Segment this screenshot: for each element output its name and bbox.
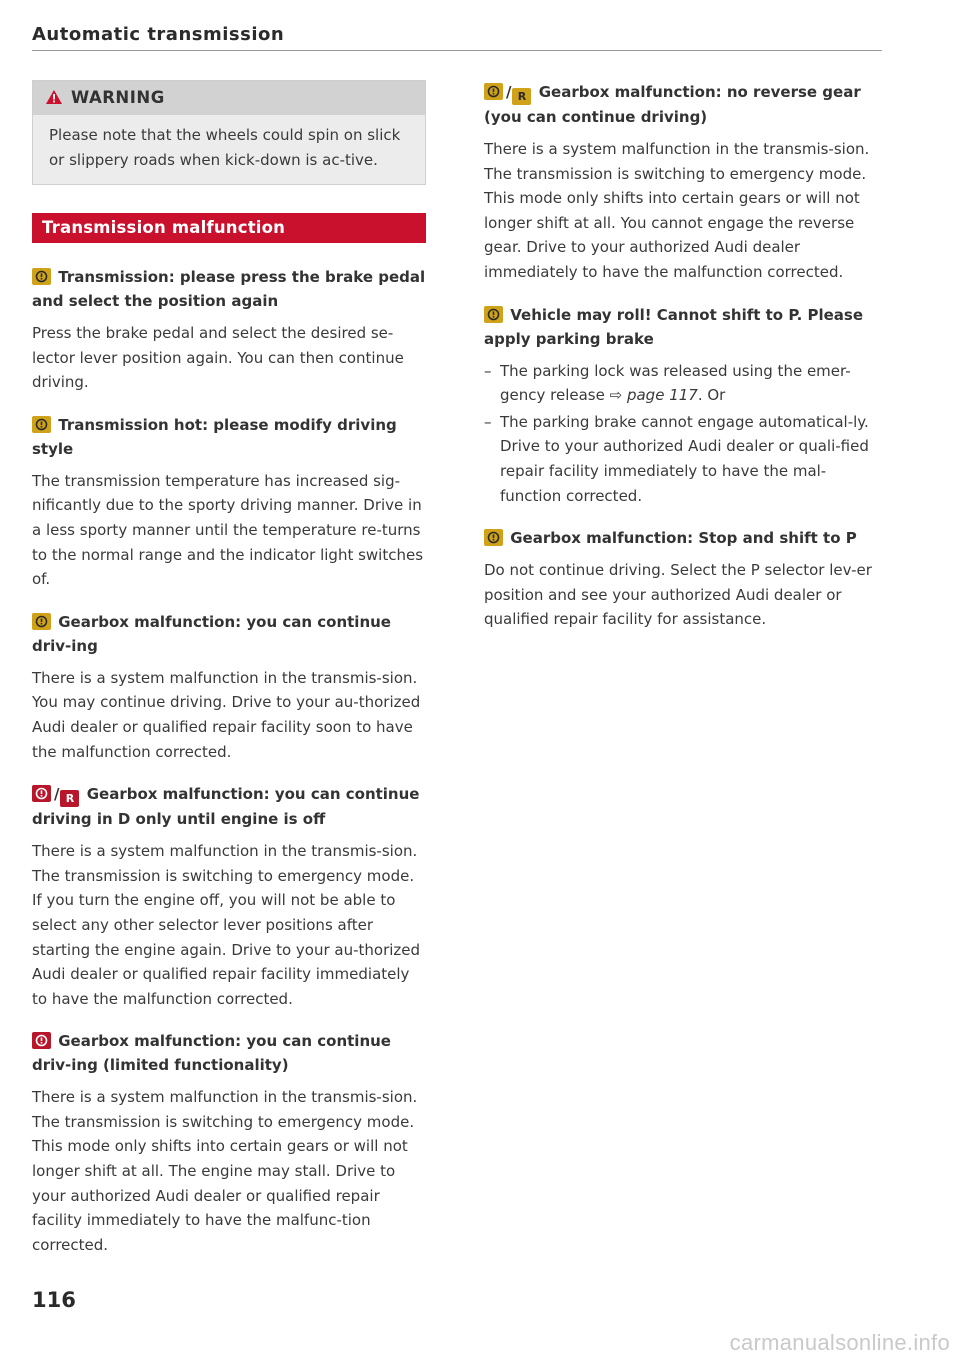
page-header-title: Automatic transmission [32,24,285,45]
transmission-warning-icon [484,529,503,546]
page-number: 116 [32,1288,76,1312]
warning-header [33,81,425,115]
entry-body: There is a system malfunction in the transmis-sion. The transmission is switching to emergency mode. This mode only shifts into certain gears or will not longer shift at all. You cannot engage the reverse gear. Drive to your authorized Audi dealer immediately to have the malfunction corrected. [484,140,870,281]
list-item-text: The parking brake cannot engage automatical-ly. Drive to your authorized Audi dealer or quali-fied repair facility immediately to have the mal-function corrected. [500,412,869,505]
entry-title-text: Transmission: please press the brake pedal and select the position again [32,268,426,310]
bullet-list [484,359,878,509]
entry-title-text: Gearbox malfunction: no reverse gear (you can continue driving) [484,83,861,126]
warning-label: WARNING [71,88,165,107]
entry-title [32,610,426,658]
entry-gearbox-d-only [32,782,426,1011]
reverse-indicator-icon: R [60,790,79,807]
entry-title [32,265,426,313]
entry-vehicle-may-roll [484,303,878,509]
page-reference-link[interactable]: ⇨ page 117 [609,386,698,405]
transmission-warning-icon [484,306,503,323]
left-column [32,80,426,1275]
entry-transmission-hot [32,413,426,592]
entry-title-text: Gearbox malfunction: you can continue driv-ing [32,612,391,655]
entry-body: The transmission temperature has increased sig-nificantly due to the sporty driving manner. Drive in a less sporty manner until the temperature re-turns to the normal range and the indicator light switches of. [32,471,424,589]
section-title: Transmission malfunction [32,213,426,243]
warning-box [32,80,426,185]
entry-body: Press the brake pedal and select the desired se-lector lever position again. You can then continue driving. [32,324,404,392]
entry-body: There is a system malfunction in the transmis-sion. The transmission is switching to emergency mode. This mode only shifts into certain gears or will not longer shift at all. The engine may stall. Drive to your authorized Audi dealer or qualified repair facility immediately to have the malfunc-tion corrected. [32,1088,418,1254]
warning-triangle-icon [45,89,63,109]
entry-title-text: Gearbox malfunction: Stop and shift to P [510,529,857,548]
entry-title [484,80,878,129]
transmission-warning-icon [484,83,503,100]
warning-body [33,115,425,184]
entry-title [32,1029,426,1077]
entry-body: Do not continue driving. Select the P selector lev-er position and see your authorized Audi dealer or qualified repair facility for assistance. [484,561,872,629]
transmission-malfunction-red-icon [32,1032,51,1049]
entry-gearbox-limited [32,1029,426,1257]
entry-title [32,782,426,831]
header-divider [32,50,882,51]
transmission-malfunction-red-icon [32,785,51,802]
entry-stop-shift-p [484,526,878,632]
right-column [484,80,878,650]
entry-body: There is a system malfunction in the transmis-sion. The transmission is switching to emergency mode. If you turn the engine off, you will not be able to select any other selector lever positions after starting the engine again. Drive to your au-thorized Audi dealer or qualified repair facility immediately to have the malfunction corrected. [32,842,421,1008]
transmission-warning-icon [32,268,51,285]
entry-title-text: Vehicle may roll! Cannot shift to P. Please apply parking brake [484,305,864,348]
list-item-text: . Or [697,386,726,405]
indicator-separator: / [506,83,512,101]
entry-title-text: Transmission hot: please modify driving style [32,415,397,458]
transmission-warning-icon [32,613,51,630]
entry-body: There is a system malfunction in the transmis-sion. You may continue driving. Drive to your au-thorized Audi dealer or qualified repair facility soon to have the malfunction corrected. [32,668,421,761]
entry-title-text: Gearbox malfunction: you can continue driv-ing (limited functionality) [32,1032,391,1075]
indicator-separator: / [54,785,60,804]
list-item [484,410,878,508]
watermark: carmanualsonline.info [729,1330,950,1355]
list-item-text: The parking lock was released using the emer-gency release [500,361,851,405]
entry-title [32,413,426,461]
entry-no-reverse [484,80,878,285]
reverse-indicator-icon: R [512,88,531,105]
warning-text: Please note that the wheels could spin on slick or slippery roads when kick-down is ac-tive. [49,126,401,169]
transmission-warning-icon [32,416,51,433]
entry-title [484,303,878,351]
entry-brake-pedal [32,265,426,395]
list-item [484,359,878,408]
entry-title-text: Gearbox malfunction: you can continue driving in D only until engine is off [32,785,420,829]
entry-gearbox-continue [32,610,426,764]
entry-title [484,526,878,550]
